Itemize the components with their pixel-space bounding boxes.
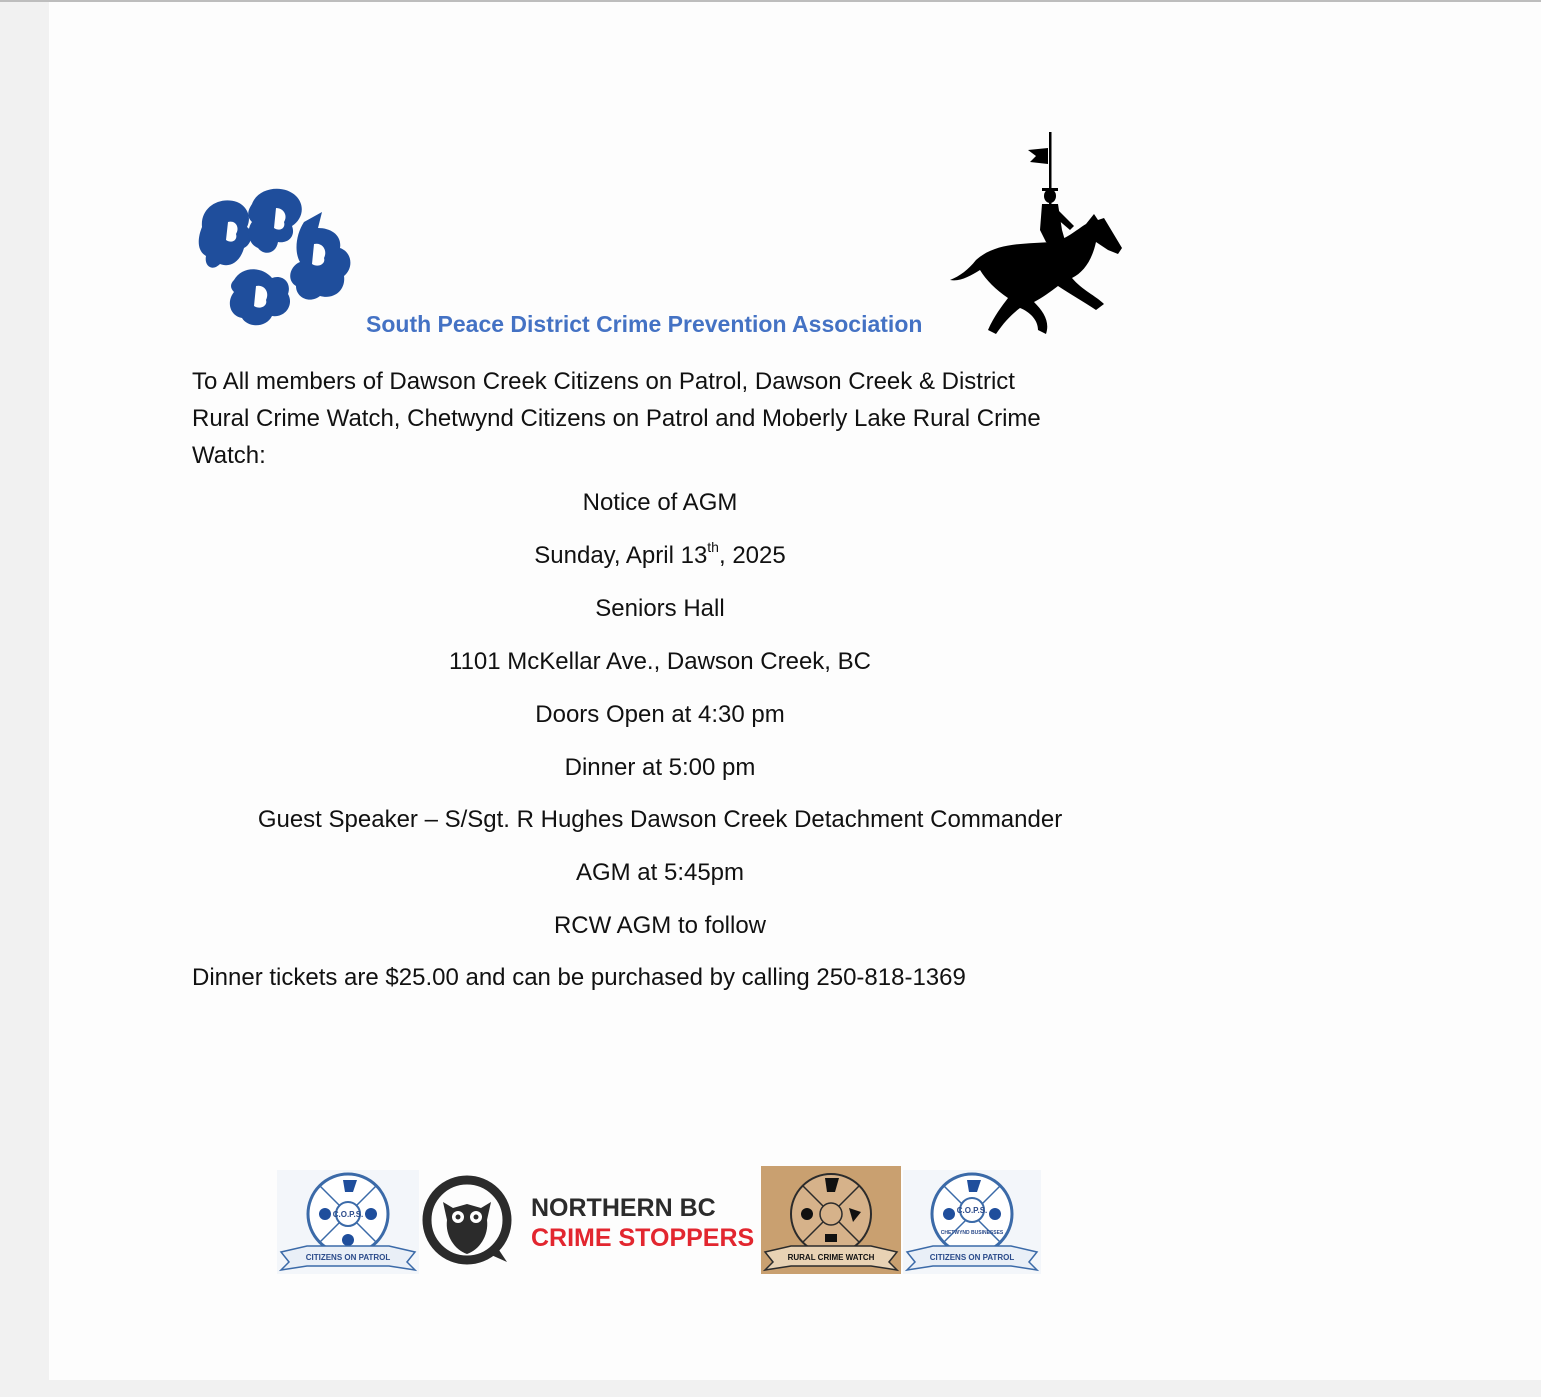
guest-speaker: Guest Speaker – S/Sgt. R Hughes Dawson Creek Detachment Commander [257,806,1063,833]
event-date-ordinal: th [707,539,719,555]
crime-stoppers-wordmark [529,1194,763,1252]
dinner-time: Dinner at 5:00 pm [564,754,756,781]
crime-stoppers-owl-logo [421,1174,513,1266]
partner-logos [277,1166,1042,1278]
citizens-on-patrol-dc-logo [277,1170,419,1274]
event-date-text: Sunday, April 13 [534,542,708,569]
crime-stoppers-line2: CRIME STOPPERS [531,1224,755,1252]
event-date-year: , 2025 [718,542,786,569]
agm-time: AGM at 5:45pm [575,859,745,886]
cops-dc-ribbon-text: CITIZENS ON PATROL [305,1253,391,1262]
cops-chetwynd-center-text: C.O.P.S. [956,1206,988,1215]
doors-open-time: Doors Open at 4:30 pm [535,701,785,728]
ticket-info: Dinner tickets are $25.00 and can be purchased by calling 250-818-1369 [192,964,966,991]
crime-stoppers-line1: NORTHERN BC [531,1194,716,1222]
rural-crime-watch-logo [761,1166,901,1274]
mounted-rider-logo [946,130,1126,337]
rcw-agm-note: RCW AGM to follow [553,912,767,939]
cops-chetwynd-ribbon-text: CITIZENS ON PATROL [929,1253,1015,1262]
citizens-on-patrol-chetwynd-logo [903,1170,1041,1274]
notice-title: Notice of AGM [582,489,738,516]
document-page [49,2,1541,1380]
document-content [49,2,1541,1380]
event-venue: Seniors Hall [595,595,725,622]
event-date [49,539,1271,570]
event-address: 1101 McKellar Ave., Dawson Creek, BC [449,648,871,675]
crime-prevention-faces-logo [192,182,367,334]
rcw-ribbon-text: RURAL CRIME WATCH [787,1253,875,1262]
org-title: South Peace District Crime Prevention Association [366,311,923,337]
intro-paragraph: To All members of Dawson Creek Citizens on Patrol, Dawson Creek & District Rural Crime Watch, Chetwynd Citizens on Patrol and Moberly Lake Rural Crime Watch: [192,368,1041,469]
cops-chetwynd-middle-text: CHETWYND BUSINESSES [940,1230,1004,1236]
cops-dc-center-text: C.O.P.S. [332,1210,364,1219]
